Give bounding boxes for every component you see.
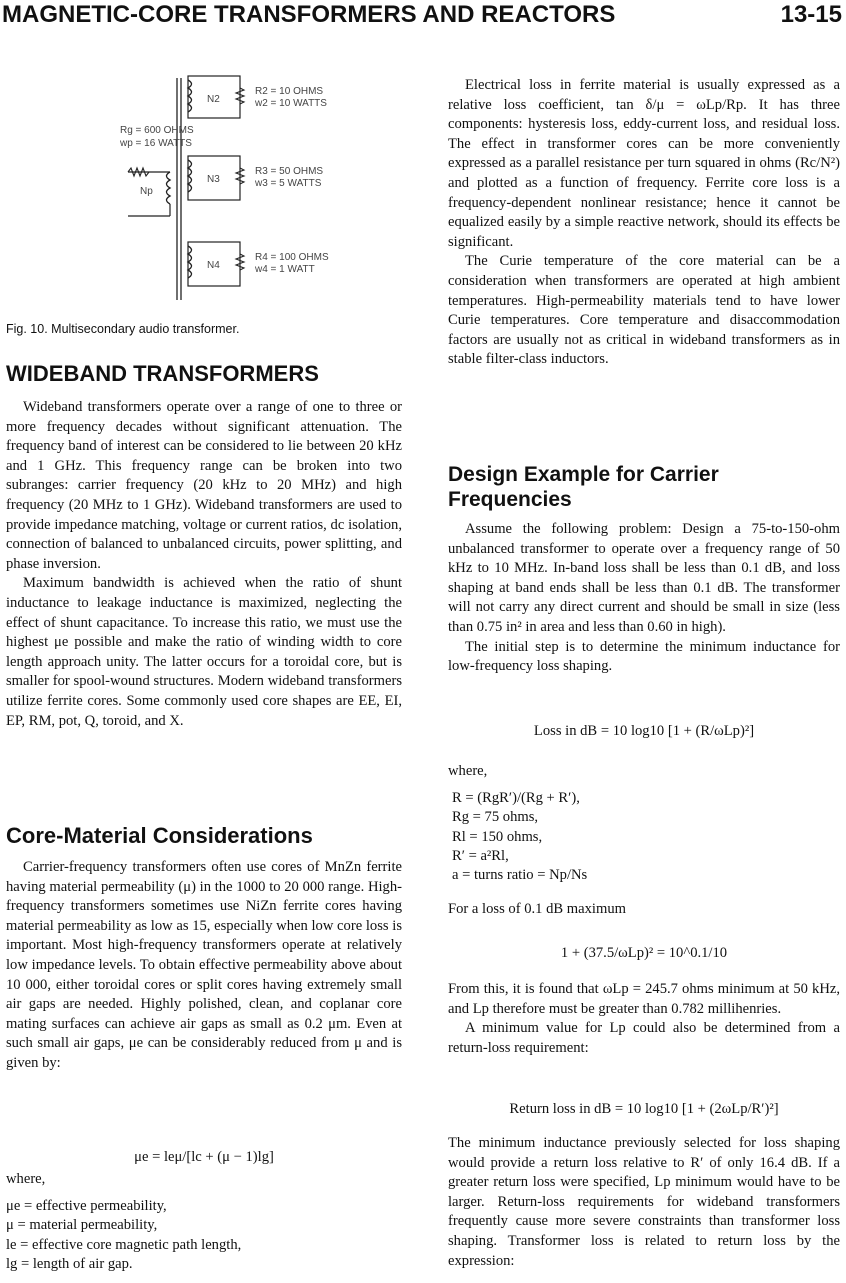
definition-item: R′ = a²Rl, [452,847,509,864]
wideband-paragraph-2: Maximum bandwidth is achieved when the ratio of shunt inductance to leakage inductance is maximized, neglecting the effect of shunt capacitance. To increase this ratio, we must use the highest μe possible and make the ratio of winding width to core length approach unity. The latter occurs for a toroidal core, but is smaller for spool-wound structures. Modern wideband transformers utilize ferrite cores. Some commonly used core shapes are EE, EI, EP, RM, pot, Q, toroid, and X. [6,575,402,729]
right-column [448,76,840,370]
label-r4: R4 = 100 OHMS [255,252,329,263]
definition-item: μ = material permeability, [6,1217,158,1234]
label-n3: N3 [207,174,220,185]
return-loss-equation: Return loss in dB = 10 log10 [1 + (2ωLp/R′)²] [509,1101,779,1117]
label-n2: N2 [207,94,220,105]
design-problem-paragraph: Assume the following problem: Design a 75-to-150-ohm unbalanced transformer to operate over a frequency range of 50 kHz to 10 MHz. In-band loss shall be less than 0.1 dB, and loss shaping at band ends shall be less than 0.1 dB. The transformer will not carry any direct current and should be small in size (less than 0.75 in² in area and less than 0.60 in high). [448,521,840,635]
equation-mu-e [6,1148,402,1167]
result-body [448,980,840,1058]
design-section [448,462,840,512]
loss-max-text: For a loss of 0.1 dB maximum [448,901,626,917]
loss-equation-block [448,722,840,741]
loss-max-equation-block [448,944,840,963]
ferrite-loss-paragraph: Electrical loss in ferrite material is usually expressed as a relative loss coefficient, tan δ/μ = ωLp/Rp. It has three components: hysteresis loss, eddy-current loss, and residual loss. The effect in transformer cores can be more conveniently expressed as a parallel resistance per turn squared in ohms (Rc/N²) and plotted as a function of frequency. Ferrite core loss is a frequency-dependent nonlinear resistance; hence it cannot be equalized easily by a simple reactive network, should its effects be significant. [448,77,840,250]
figure-caption: Fig. 10. Multisecondary audio transformer. [6,322,240,336]
transformer-figure [100,74,370,302]
return-loss-equation-block [448,1100,840,1119]
result-paragraph: From this, it is found that ωLp = 245.7 ohms minimum at 50 kHz, and Lp therefore must be greater than 0.782 millihenries. [448,981,840,1017]
initial-step-paragraph: The initial step is to determine the minimum inductance for low-frequency loss shaping. [448,638,840,675]
loss-max-equation: 1 + (37.5/ωLp)² = 10^0.1/10 [560,945,728,961]
definition-item: Rl = 150 ohms, [452,828,543,845]
where-label-left: where, [6,1171,46,1187]
definition-item: R = (RgR′)/(Rg + R′), [452,790,580,806]
definition-item: μe = effective permeability, [6,1198,167,1214]
mu-e-equation: μe = leμ/[lc + (μ − 1)lg] [134,1149,274,1165]
definition-list-left [6,1197,402,1274]
mu-e-definitions [6,1170,402,1274]
loss-definitions [448,762,840,885]
label-r3: R3 = 50 OHMS [255,166,324,177]
core-heading: Core-Material Considerations [6,823,313,848]
core-paragraph-1: Carrier-frequency transformers often use cores of MnZn ferrite having material permeability (μ) in the 1000 to 20 000 range. High-frequency transformers sometimes use NiZn ferrite cores having material permeability as low as 15, especially when low core loss is important. Most high-frequency transformers operate at relatively low impedance levels. To obtain effective permeability above about 10 000, either toroidal cores or split cores having extremely small air gaps are needed. Highly polished, clean, and coplanar core mating surfaces can achieve air gaps as small as 0.2 μm. Even at such small air gaps, μe can be considerably reduced from μ and is given by: [6,859,402,1071]
label-n4: N4 [207,260,220,271]
label-w4: w4 = 1 WATT [255,264,315,275]
return-loss-body [448,1134,840,1271]
label-rg: Rg = 600 OHMS [120,125,194,136]
label-w2: w2 = 10 WATTS [255,98,327,109]
curie-paragraph: The Curie temperature of the core material can be a consideration when transformers are operated at high ambient temperatures. High-permeability materials tend to have lower Curie temperatures. Core temperature and disaccommodation factors are usually not as critical in wideband transformers as in stable filter-class inductors. [448,253,840,368]
core-section [6,824,402,848]
wideband-heading: WIDEBAND TRANSFORMERS [6,361,319,386]
transformer-schematic [100,74,370,302]
wideband-section [6,362,402,386]
definition-item: Rg = 75 ohms, [452,809,539,826]
definition-item: lg = length of air gap. [6,1255,133,1272]
label-np: Np [140,186,153,197]
design-body [448,520,840,677]
return-loss-intro-paragraph: A minimum value for Lp could also be determined from a return-loss requirement: [448,1020,840,1056]
wideband-body [6,398,402,731]
running-title: MAGNETIC-CORE TRANSFORMERS AND REACTORS [2,1,616,28]
definition-item: a = turns ratio = Np/Ns [452,867,588,884]
definition-list-right [452,789,840,885]
design-heading-line-1: Design Example for Carrier [448,463,719,486]
wideband-paragraph-1: Wideband transformers operate over a range of one to three or more frequency decades without significant attenuation. The frequency band of interest can be considered to lie between 20 kHz and 1 GHz. This frequency range can be broken into two subranges: carrier frequency (20 kHz to 20 MHz) and high frequency (20 MHz to 1 GHz). Wideband transformers are used to provide impedance matching, voltage or current ratios, dc isolation, connection of balanced to unbalanced circuits, power splitting, and phase inversion. [6,399,402,572]
label-wp: wp = 16 WATTS [120,138,192,149]
definition-item: le = effective core magnetic path length, [6,1236,242,1253]
return-loss-paragraph: The minimum inductance previously selected for loss shaping would provide a return loss relative to R′ of only 16.4 dB. If a greater return loss were specified, Lp minimum would have to be larger. Return-loss requirements for wideband transformers frequently cause more severe constraints than transformer loss shaping. Transformer loss is related to return loss by the expression: [448,1135,840,1269]
page-header [0,0,846,34]
label-r2: R2 = 10 OHMS [255,86,324,97]
core-body [6,858,402,1074]
left-column [6,322,402,336]
label-w3: w3 = 5 WATTS [255,178,322,189]
where-label-right: where, [448,763,488,779]
loss-max-line [448,900,840,920]
design-heading-line-2: Frequencies [448,488,572,511]
loss-equation: Loss in dB = 10 log10 [1 + (R/ωLp)²] [533,723,755,739]
page-number: 13-15 [780,1,842,28]
